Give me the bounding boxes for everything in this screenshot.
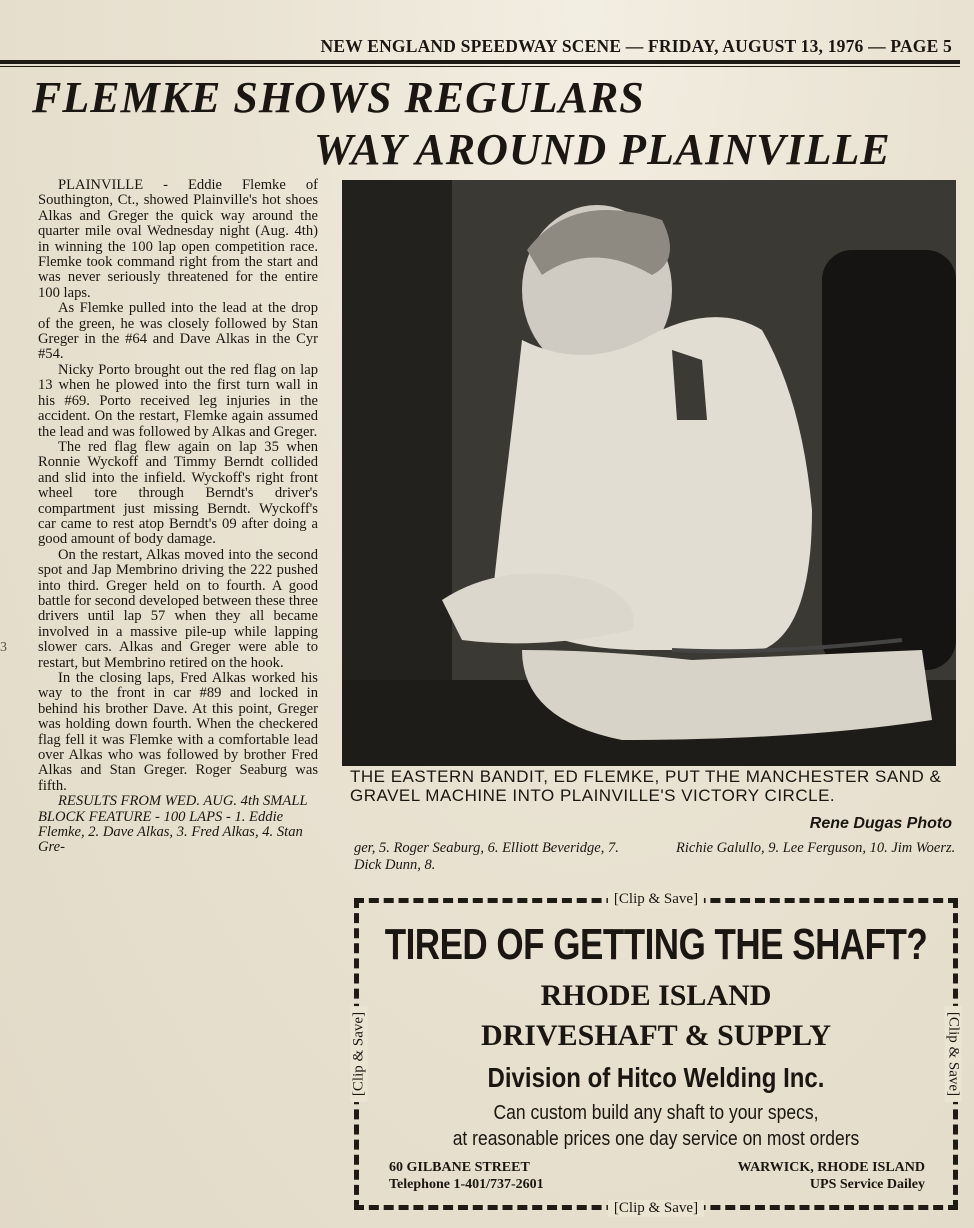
- page-header: NEW ENGLAND SPEEDWAY SCENE — FRIDAY, AUGUST 13, 1976 — PAGE 5: [320, 36, 952, 56]
- headline-line-1: FLEMKE SHOWS REGULARS: [32, 73, 645, 122]
- clip-label-left: [Clip & Save]: [351, 1006, 368, 1102]
- ad-company-line-1: RHODE ISLAND: [540, 979, 772, 1012]
- ad-address-right: [738, 1159, 925, 1193]
- race-results: RESULTS FROM WED. AUG. 4th SMALL BLOCK FEATURE - 100 LAPS - 1. Eddie Flemke, 2. Dave Alkas, 3. Fred Alkas, 4. Stan Gre-: [38, 793, 308, 856]
- stray-mark: 3: [0, 640, 7, 655]
- clip-label-top: [Clip & Save]: [608, 891, 704, 908]
- article-paragraph: The red flag flew again on lap 35 when Ronnie Wyckoff and Timmy Berndt collided and slid into the infield. Wyckoff's right front wheel tore through Berndt's driver's compartment just missing Berndt. Wyckoff's car came to rest atop Berndt's 09 after doing a good amount of body damage.: [38, 438, 318, 548]
- ad-telephone: Telephone 1-401/737-2601: [389, 1177, 544, 1192]
- header-rule-thin: [0, 66, 960, 67]
- clip-label-right: [Clip & Save]: [945, 1006, 962, 1102]
- article-body: [38, 178, 318, 856]
- article-paragraph: On the restart, Alkas moved into the second spot and Jap Membrino driving the 222 pushed into third. Greger held on to fourth. A good battle for second developed between these three drivers until lap 57 when they all became involved in a massive pile-up while lapping slower cars. Alkas and Greger were able to restart, but Membrino retired on the hook.: [38, 546, 318, 671]
- ad-service: UPS Service Dailey: [809, 1177, 925, 1192]
- article-paragraph: PLAINVILLE - Eddie Flemke of Southington, Ct., showed Plainville's hot shoes Alkas and Greger the quick way around the quarter mile oval Wednesday night (Aug. 4th) in winning the 100 lap open competition race. Flemke took command right from the start and was never seriously threatened for the entire 100 laps.: [38, 177, 318, 301]
- article-paragraph: In the closing laps, Fred Alkas worked his way to the front in car #89 and locked in behind his brother Dave. At this point, Greger was holding down fourth. When the checkered flag fell it was Flemke with a comfortable lead over Alkas who was followed by brother Fred Alkas and Stan Greger. Roger Seaburg was fifth.: [38, 670, 318, 794]
- ad-street: 60 GILBANE STREET: [389, 1160, 530, 1175]
- ad-tagline-2: at reasonable prices one day service on most orders: [452, 1126, 860, 1150]
- results-continued-col1: ger, 5. Roger Seaburg, 6. Elliott Beveridge, 7. Dick Dunn, 8.: [354, 840, 619, 873]
- clip-label-bottom: [Clip & Save]: [608, 1200, 704, 1217]
- results-continued-col2: Richie Galullo, 9. Lee Ferguson, 10. Jim Woerz.: [676, 840, 956, 856]
- ad-company-line-2: DRIVESHAFT & SUPPLY: [480, 1019, 832, 1052]
- clip-and-save-ad: [350, 891, 962, 1216]
- headline-line-2: WAY AROUND PLAINVILLE: [314, 125, 891, 174]
- ad-city: WARWICK, RHODE ISLAND: [737, 1160, 925, 1175]
- photo-credit: Rene Dugas Photo: [809, 815, 952, 832]
- photo-caption: THE EASTERN BANDIT, ED FLEMKE, PUT THE MANCHESTER SAND & GRAVEL MACHINE INTO PLAINVILLE'S VICTORY CIRCLE.: [350, 767, 942, 805]
- driver-figure: [342, 180, 956, 766]
- article-paragraph: Nicky Porto brought out the red flag on lap 13 when he plowed into the first turn wall in his #69. Porto received leg injuries in the accident. On the restart, Flemke again assumed the lead and was followed by Alkas and Greger.: [38, 361, 318, 440]
- ad-tagline-1: Can custom build any shaft to your specs,: [493, 1100, 819, 1124]
- article-paragraph: As Flemke pulled into the lead at the drop of the green, he was closely followed by Stan Greger in the #64 and Dave Alkas in the Cyr #54.: [38, 300, 318, 363]
- header-rule: [0, 60, 960, 64]
- driver-photo: [342, 180, 956, 766]
- ad-division: Division of Hitco Welding Inc.: [487, 1062, 825, 1094]
- ad-address-left: [389, 1159, 544, 1193]
- ad-headline: TIRED OF GETTING THE SHAFT?: [384, 920, 928, 969]
